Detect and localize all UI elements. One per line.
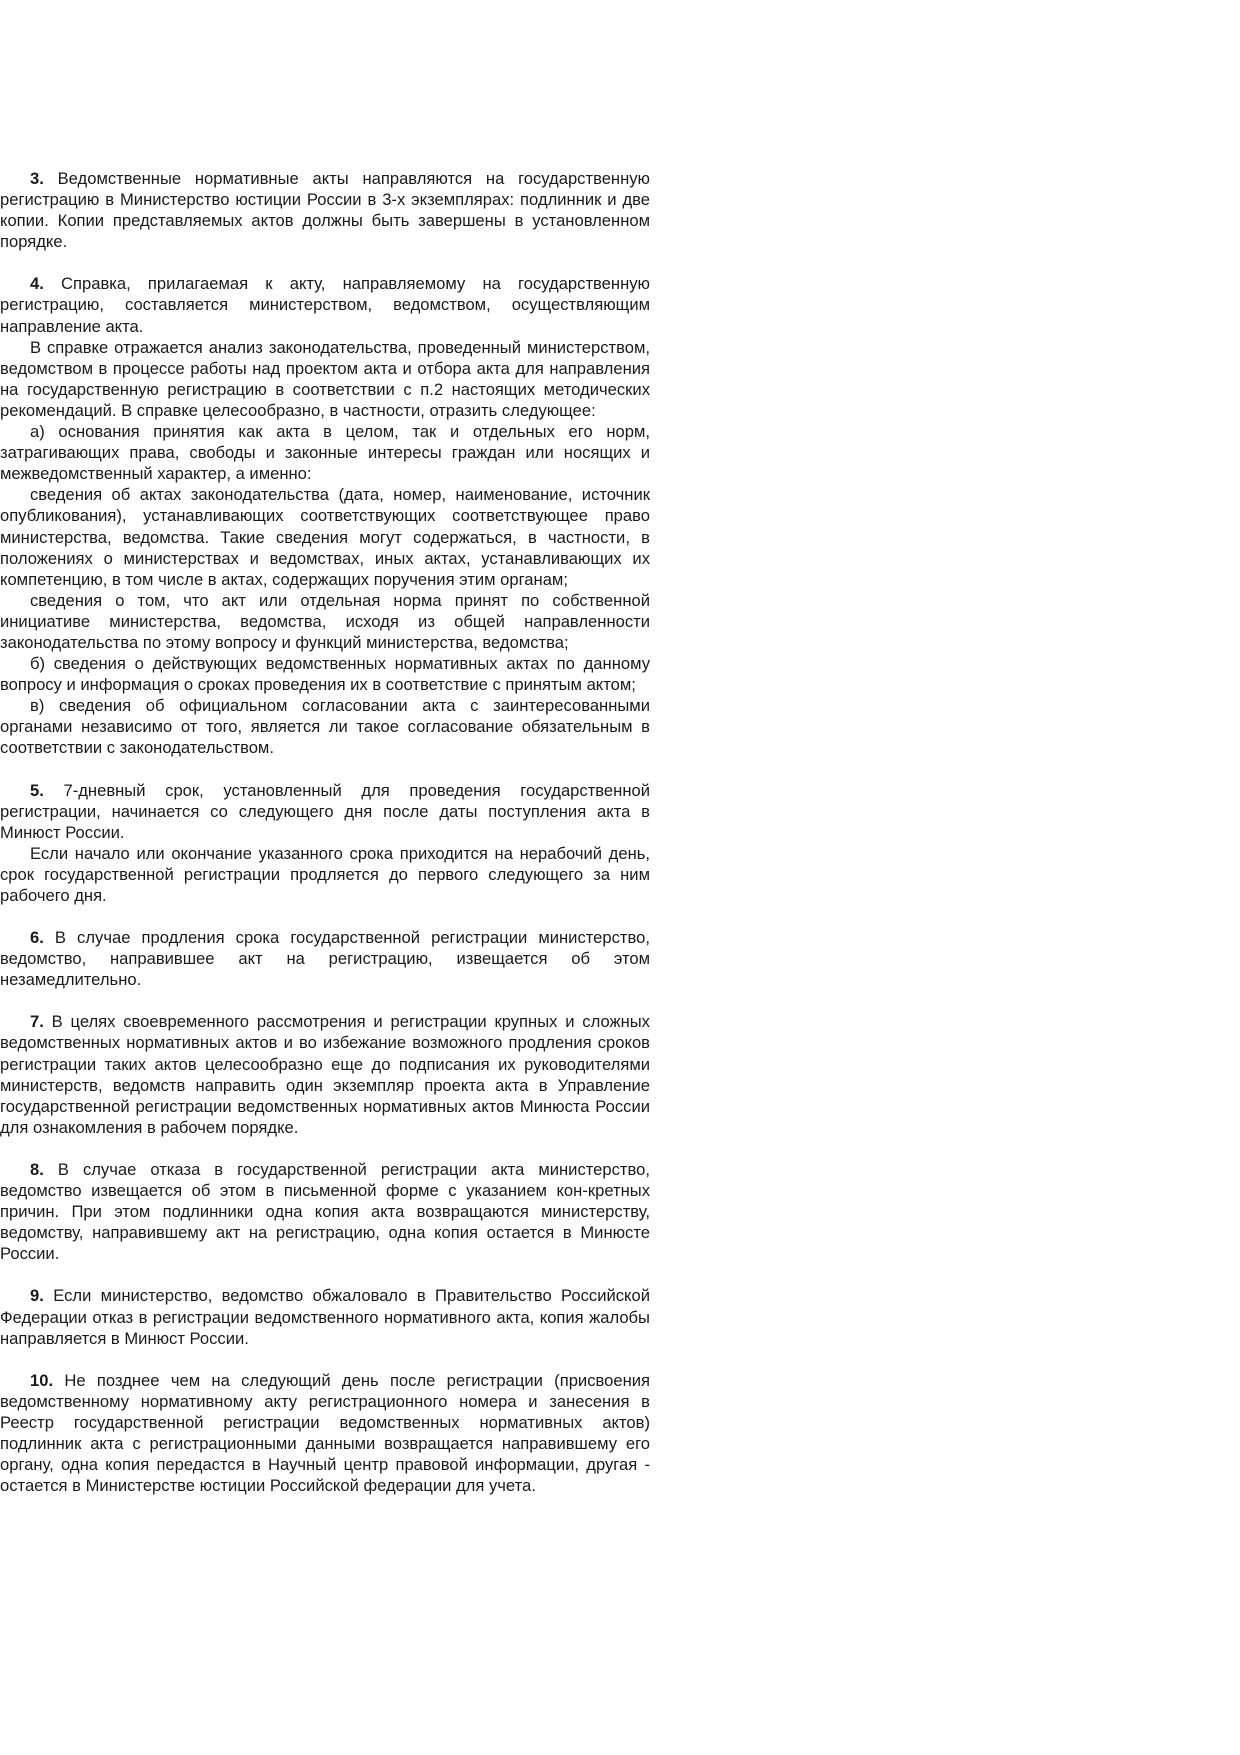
section-7 [0,1011,650,1138]
section-lead-text: 7-дневный срок, установленный для проведения государственной регистрации, начинается со следующего дня после даты поступления акта в Минюст России. [0,780,650,842]
section-lead-text: Не позднее чем на следующий день после регистрации (присвоения ведомственному нормативному акту регистрационного номера и занесения в Реестр государственной регистрации ведомственных нормативных актов) подлинник акта с регистрационными данными возвращается направившему его органу, одна копия передастся в Научный центр правовой информации, другая - остается в Министерстве юстиции Российской федерации для учета. [0,1370,650,1496]
section-lead-paragraph [0,168,650,252]
section-lead-text: Справка, прилагаемая к акту, направляемому на государственную регистрацию, составляется министерством, ведомством, осуществляющим направление акта. [0,274,650,336]
section-8 [0,1159,650,1264]
section-lead-text: Ведомственные нормативные акты направляются на государственную регистрацию в Министерство юстиции России в 3-х экземплярах: подлинник и две копии. Копии представляемых актов должны быть завершены в установленном порядке. [0,169,650,252]
section-paragraph: а) основания принятия как акта в целом, так и отдельных его норм, затрагивающих права, свободы и законные интересы граждан или носящих и межведомственный характер, а именно: [0,422,650,484]
section-9 [0,1285,650,1348]
section-lead-paragraph [0,1285,650,1348]
section-lead-text: Если министерство, ведомство обжаловало в Правительство Российской Федерации отказ в регистрации ведомственного нормативного акта, копия жалобы направляется в Минюст России. [0,1286,650,1348]
section-4 [0,273,650,758]
section-lead-paragraph [0,927,650,990]
section-number: 10. [30,1370,54,1390]
section-paragraph: сведения о том, что акт или отдельная норма принят по собственной инициативе министерства, ведомства, исходя из общей направленности законодательства по этому вопросу и функций министерства, ведомства; [0,590,650,652]
section-paragraph: б) сведения о действующих ведомственных нормативных актах по данному вопросу и информация о сроках проведения их в соответствие с принятым актом; [0,654,650,695]
section-paragraph: в) сведения об официальном согласовании акта с заинтересованными органами независимо от того, является ли такое согласование обязательным в соответствии с законодательством. [0,696,650,758]
section-lead-paragraph [0,1011,650,1138]
section-6 [0,927,650,990]
section-lead-paragraph [0,273,650,336]
section-3 [0,168,650,252]
section-paragraph: Если начало или окончание указанного срока приходится на нерабочий день, срок государственной регистрации продляется до первого следующего за ним рабочего дня. [0,843,650,905]
section-number: 8. [30,1159,44,1179]
section-10 [0,1370,650,1497]
section-number: 7. [30,1012,44,1032]
section-lead-paragraph [0,1370,650,1497]
section-lead-text: В целях своевременного рассмотрения и регистрации крупных и сложных ведомственных нормативных актов и во избежание возможного продления сроков регистрации таких актов целесообразно еще до подписания их руководителями министерств, ведомств направить один экземпляр проекта акта в Управление государственной регистрации ведомственных нормативных актов Минюста России для ознакомления в рабочем порядке. [0,1012,650,1137]
section-paragraph: В справке отражается анализ законодательства, проведенный министерством, ведомством в процессе работы над проектом акта и отбора акта для направления на государственную регистрацию в соответствии с п.2 настоящих методических рекомендаций. В справке целесообразно, в частности, отразить следующее: [0,337,650,420]
section-number: 6. [30,928,44,948]
section-lead-text: В случае отказа в государственной регистрации акта министерство, ведомство извещается об этом в письменной форме с указанием кон-кретных причин. При этом подлинники одна копия акта возвращаются министерству, ведомству, направившему акт на регистрацию, одна копия остается в Минюсте России. [0,1159,650,1264]
section-lead-text: В случае продления срока государственной регистрации министерство, ведомство, направившее акт на регистрацию, извещается об этом незамедлительно. [0,928,650,990]
section-lead-paragraph [0,780,650,843]
section-number: 4. [30,274,44,294]
section-paragraph: сведения об актах законодательства (дата, номер, наименование, источник опубликования), устанавливающих соответствующих соответствующее право министерства, ведомства. Такие сведения могут содержаться, в частности, в положениях о министерствах и ведомствах, иных актах, устанавливающих их компетенцию, в том числе в актах, содержащих поручения этим органам; [0,485,650,589]
section-number: 5. [30,780,44,800]
section-number: 9. [30,1286,44,1306]
section-lead-paragraph [0,1159,650,1264]
section-5 [0,780,650,907]
document-page [0,168,650,1496]
section-number: 3. [30,169,44,188]
